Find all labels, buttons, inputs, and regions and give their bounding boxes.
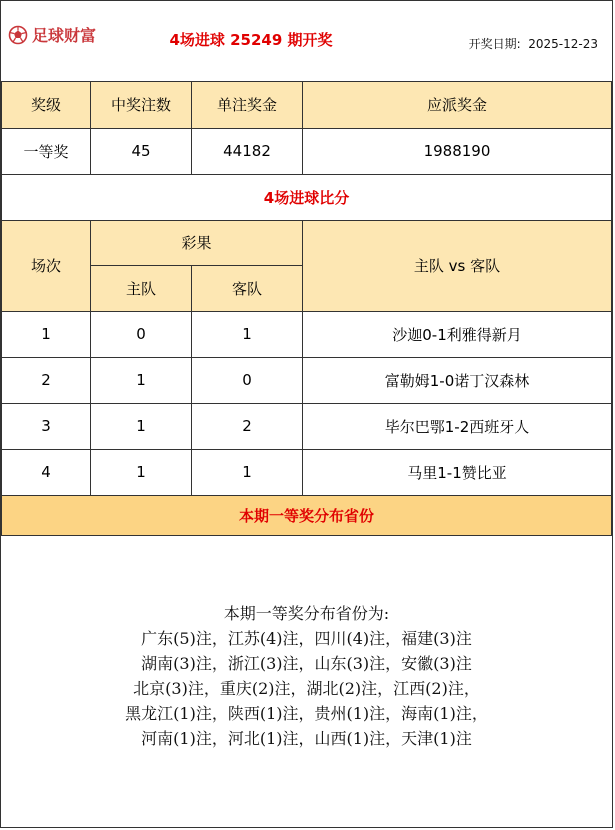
match-home-goals: 1 [91, 403, 192, 449]
match-away-goals: 1 [192, 449, 303, 495]
match-teams: 马里1-1赞比亚 [303, 449, 612, 495]
score-section-title: 4场进球比分 [2, 174, 612, 220]
draw-date-label: 开奖日期: [468, 37, 521, 51]
match-away-goals: 1 [192, 311, 303, 357]
score-section-title-row [2, 174, 612, 220]
province-line: 本期一等奖分布省份为: [223, 604, 390, 623]
province-line: 北京(3)注，重庆(2)注，湖北(2)注，江西(2)注， [133, 679, 480, 698]
brand-name: 足球财富 [32, 26, 97, 45]
draw-date-value: 2025-12-23 [528, 37, 598, 51]
match-round: 3 [2, 403, 91, 449]
province-line: 广东(5)注，江苏(4)注，四川(4)注，福建(3)注 [141, 629, 472, 648]
match-teams: 沙迦0-1利雅得新月 [303, 311, 612, 357]
prize-row [2, 128, 612, 174]
match-away-goals: 2 [192, 403, 303, 449]
province-line: 河南(1)注，河北(1)注，山西(1)注，天津(1)注 [141, 729, 472, 748]
match-round: 4 [2, 449, 91, 495]
province-line: 黑龙江(1)注，陕西(1)注，贵州(1)注，海南(1)注， [125, 704, 488, 723]
match-round: 1 [2, 311, 91, 357]
table-row [2, 449, 612, 495]
score-header-row-1 [2, 220, 612, 265]
score-header-match: 主队 vs 客队 [303, 220, 612, 311]
prize-header-count: 中奖注数 [91, 82, 192, 128]
province-section-title-row [2, 495, 612, 535]
match-home-goals: 0 [91, 311, 192, 357]
prize-count: 45 [91, 128, 192, 174]
table-row [2, 311, 612, 357]
brand-logo [8, 23, 96, 46]
table-row [2, 357, 612, 403]
prize-table [1, 82, 612, 536]
province-distribution [1, 601, 612, 751]
prize-header-total: 应派奖金 [303, 82, 612, 128]
match-teams: 富勒姆1-0诺丁汉森林 [303, 357, 612, 403]
province-section-title: 本期一等奖分布省份 [2, 495, 612, 535]
football-icon [8, 25, 28, 45]
prize-header-row [2, 82, 612, 128]
header [1, 1, 612, 82]
table-row [2, 403, 612, 449]
prize-level: 一等奖 [2, 128, 91, 174]
prize-header-level: 奖级 [2, 82, 91, 128]
match-home-goals: 1 [91, 357, 192, 403]
prize-total: 1988190 [303, 128, 612, 174]
score-header-away: 客队 [192, 265, 303, 311]
draw-date [469, 35, 598, 52]
prize-header-single: 单注奖金 [192, 82, 303, 128]
match-away-goals: 0 [192, 357, 303, 403]
page-title: 4场进球 25249 期开奖 [169, 31, 333, 49]
match-teams: 毕尔巴鄂1-2西班牙人 [303, 403, 612, 449]
prize-single: 44182 [192, 128, 303, 174]
match-round: 2 [2, 357, 91, 403]
score-header-round: 场次 [2, 220, 91, 311]
match-home-goals: 1 [91, 449, 192, 495]
province-line: 湖南(3)注，浙江(3)注，山东(3)注，安徽(3)注 [141, 654, 472, 673]
score-header-result: 彩果 [91, 220, 303, 265]
score-header-home: 主队 [91, 265, 192, 311]
